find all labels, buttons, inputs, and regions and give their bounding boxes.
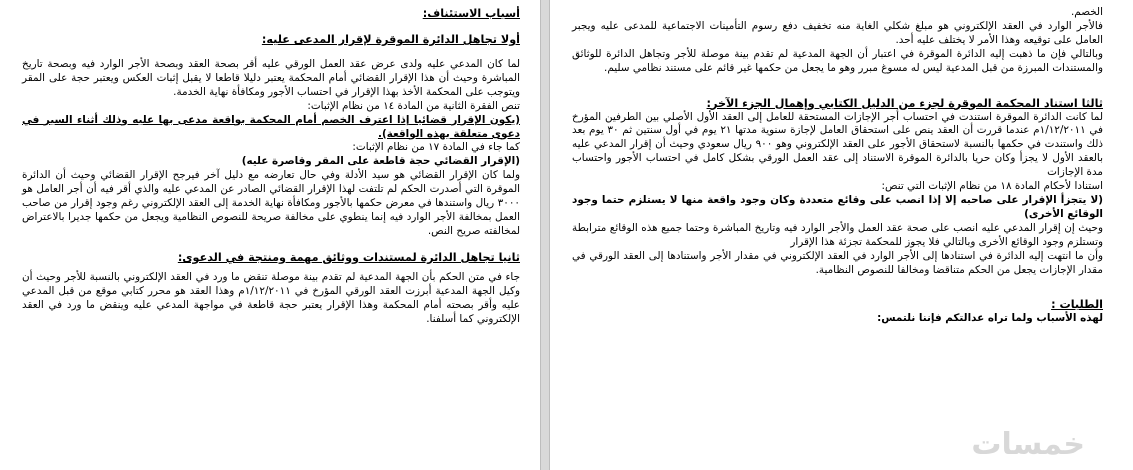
requests-heading: الطلبات :: [1051, 298, 1103, 312]
paragraph: الخصم.: [1071, 6, 1103, 18]
paragraph: وأن ما انتهت إليه الدائرة في استنادها إلى الأجر الوارد في العقد الإلكتروني في مقدار الأجر واستنادها إلى العقد الورقي في مقدار الإجازات يجعل من الحكم متناقضا ومخالفا للنصوص النظامية.: [572, 249, 1103, 276]
page-divider: [540, 0, 550, 470]
paragraph: كما جاء في المادة ١٧ من نظام الإثبات:: [352, 141, 520, 154]
right-text-column: [572, 6, 1103, 326]
paragraph: ولما كان الإقرار القضائي هو سيد الأدلة وفي حال تعارضه مع دليل آخر فيرجح الإقرار القضائي وحيث أن الدائرة الموقرة التي أصدرت الحكم لم تلتفت لهذا الإقرار القضائي الصادر عن المدعي عليه والذي أقر فيه أن أجر العامل هو ٣٠٠٠ ريال واستندها في معرض حكمها بالأجور ومكافأة نهاية الخدمة إلى العقد الإلكتروني رغم وجود إقرار من صاحب العمل بمخالفة الأجر الوارد فيه إنما ينطوي على مخالفة صريحة للنصوص النظامية ويجعل من حكمها جديرا بالاعتراض لمخالفته صريح النص.: [22, 169, 520, 237]
paragraph: تنص الفقرة الثانية من المادة ١٤ من نظام الإثبات:: [307, 99, 520, 112]
paragraph: جاء في متن الحكم بأن الجهة المدعية لم تقدم بينة موصلة تنقض ما ورد في العقد الإلكتروني بالنسبة للأجر وحيث أن وكيل الجهة المدعية أبرزت العقد الورقي المؤرخ في ١/١٢/٢٠١١م وهذا العقد هو محرر كتابي موقع من قبل المدعي عليه وأقر بصحته أمام المحكمة وهذا الإقرار يعتبر حجة قاطعة في مواجهة المدعي عليه وينقض ما ورد في العقد الإلكتروني كما أسلفنا.: [22, 270, 520, 325]
paragraph: لما كان المدعي عليه ولدى عرض عقد العمل الورقي عليه أقر بصحة العقد وبصحة الأجر الوارد فيه وبصحة تاريخ المباشرة وحيث أن هذا الإقرار القضائي أمام المحكمة يعتبر دليلا قاطعا لا يقبل إثبات العكس ويعتبر حجة على المقر ويتوجب على المحكمة الأخذ بهذا الإقرار في احتساب الأجور ومكافأة نهاية الخدمة.: [22, 58, 520, 98]
legal-quote: (الإقرار القضائي حجة قاطعة على المقر وقاصرة عليه): [241, 155, 520, 168]
legal-quote: (لا يتجزأ الإقرار على صاحبه إلا إذا انصب على وقائع متعددة وكان وجود واقعة منها لا يستلزم حتما وجود الوقائع الأخرى): [572, 193, 1103, 220]
paragraph: وبالتالي فإن ما ذهبت إليه الدائرة الموقرة في اعتبار أن الجهة المدعية لم تقدم بينة موصلة للأجر وتجاهل الدائرة للوثائق والمستندات المبرزة من قبل المدعية ليس له مسوغ مبرر وهو ما يجعل من حكمها غير قائم على مستند نظامي سليم.: [572, 47, 1103, 74]
paragraph: لهذه الأسباب ولما تراه عدالتكم فإننا نلتمس:: [877, 312, 1103, 325]
section-heading-1: أولا تجاهل الدائرة الموقرة لإقرار المدعى عليه:: [261, 33, 520, 46]
legal-quote: (يكون الإقرار قضائيا إذا اعترف الخصم أمام المحكمة بواقعة مدعى بها عليه وذلك أثناء السير في دعوى متعلقة بهذه الواقعة).: [22, 113, 520, 140]
paragraph: لما كانت الدائرة الموقرة استندت في احتساب أجر الإجازات المستحقة للعامل إلى العقد الأول الأصلي بين الطرفين المؤرخ في ١/١٢/٢٠١١م عندما قررت أن العقد ينص على استحقاق العامل لإجازة سنوية مدتها ٢١ يوم في أول سنتين ثم ٣٠ يوم بعد ذلك واستندت في حكمها بالنسبة لاستحقاق الأجور على العقد الإلكتروني وهو ٩٠٠ ريال سعودي وحيث أن إقرار المدعي عليه بالعقد الأول لا يجزأ وكان حريا بالدائرة الموقرة الاستناد إلى عقد العمل الورقي بشكل كامل في احتساب الأجور واحتساب مدة الإجازات: [572, 110, 1104, 179]
section-heading-3: ثالثا استناد المحكمة الموقرة لجزء من الدليل الكتابي وإهمال الجزء الآخر:: [706, 96, 1103, 110]
paragraph: استنادا لأحكام المادة ١٨ من نظام الإثبات التي تنص:: [881, 180, 1103, 193]
watermark-logo: خمسات: [971, 427, 1085, 462]
document-page-left: [0, 0, 540, 470]
section-heading-2: ثانيا تجاهل الدائرة لمستندات ووثائق مهمة ومنتجة في الدعوى:: [177, 250, 520, 264]
paragraph: وحيث إن إقرار المدعي عليه انصب على صحة عقد العمل والأجر الوارد فيه وتاريخ المباشرة وحتما جميع هذه الوقائع مترابطة وتستلزم وجود الوقائع الأخرى وبالتالي فلا يجوز للمحكمة تجزئة هذا الإقرار: [572, 221, 1103, 248]
section-title: أسباب الاستئناف:: [422, 7, 520, 20]
left-text-column: [22, 6, 520, 326]
paragraph: فالأجر الوارد في العقد الإلكتروني هو مبلغ شكلي الغاية منه تخفيف دفع رسوم التأمينات الاجتماعية للمدعى عليه ويجبر العامل على توقيعه وهذا الأمر لا يختلف عليه أحد.: [572, 19, 1103, 46]
document-page-right: [550, 0, 1133, 470]
